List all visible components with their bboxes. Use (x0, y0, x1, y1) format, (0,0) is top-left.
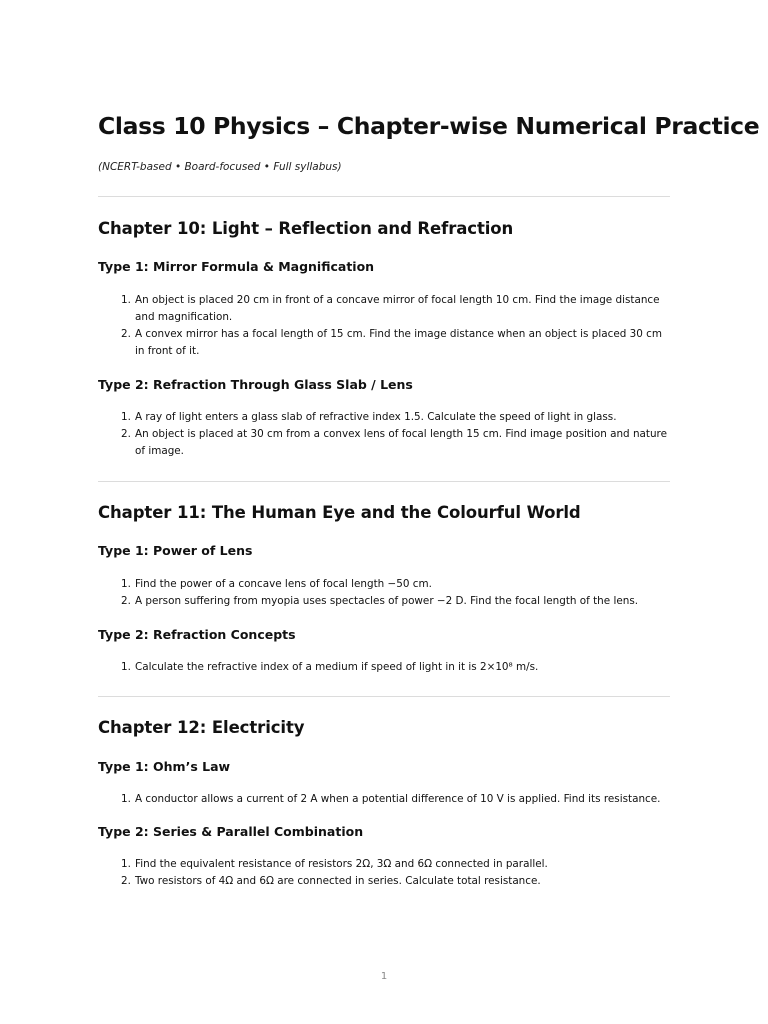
section-divider (98, 696, 670, 697)
chapter-11-heading: Chapter 11: The Human Eye and the Colourful World (98, 503, 581, 522)
question-number: 2. (121, 595, 131, 607)
question-number: 1. (121, 793, 131, 805)
type-heading: Type 2: Series & Parallel Combination (98, 824, 364, 839)
question-text: A convex mirror has a focal length of 15 cm. Find the image distance when an object is placed 30 cm in front of it. (135, 328, 662, 357)
question-number: 1. (121, 578, 131, 590)
question-number: 2. (121, 328, 131, 340)
section-divider (98, 481, 670, 482)
document-title: Class 10 Physics – Chapter-wise Numerical Practice (98, 112, 760, 140)
question-item (98, 576, 670, 593)
question-text: A person suffering from myopia uses spectacles of power −2 D. Find the focal length of the lens. (135, 595, 639, 607)
question-number: 1. (121, 858, 131, 870)
type-heading: Type 2: Refraction Concepts (98, 627, 296, 642)
question-item (98, 873, 670, 890)
question-number: 2. (121, 428, 131, 440)
chapter-10-heading: Chapter 10: Light – Reflection and Refraction (98, 219, 514, 238)
section-divider (98, 196, 670, 197)
chapter-12-heading: Chapter 12: Electricity (98, 718, 305, 737)
question-text: An object is placed at 30 cm from a convex lens of focal length 15 cm. Find image position and nature of image. (135, 428, 667, 457)
question-item (98, 409, 670, 426)
question-number: 1. (121, 294, 131, 306)
question-text: A ray of light enters a glass slab of refractive index 1.5. Calculate the speed of light in glass. (135, 411, 617, 423)
question-number: 1. (121, 411, 131, 423)
question-item (98, 659, 670, 676)
question-item (98, 856, 670, 873)
question-text: Calculate the refractive index of a medium if speed of light in it is 2×10⁸ m/s. (135, 661, 539, 673)
type-heading: Type 1: Power of Lens (98, 543, 253, 558)
page-number: 1 (380, 971, 388, 982)
question-number: 1. (121, 661, 131, 673)
question-text: An object is placed 20 cm in front of a concave mirror of focal length 10 cm. Find the image distance and magnification. (135, 294, 660, 323)
question-text: A conductor allows a current of 2 A when a potential difference of 10 V is applied. Find its resistance. (135, 793, 661, 805)
question-item (98, 593, 670, 610)
document-subtitle: (NCERT-based • Board-focused • Full syllabus) (98, 161, 342, 173)
question-list (98, 791, 670, 808)
question-text: Find the power of a concave lens of focal length −50 cm. (135, 578, 432, 590)
type-heading: Type 1: Mirror Formula & Magnification (98, 259, 375, 274)
question-item (98, 426, 670, 460)
question-list (98, 659, 670, 676)
question-text: Two resistors of 4Ω and 6Ω are connected in series. Calculate total resistance. (135, 875, 541, 887)
question-item (98, 791, 670, 808)
question-text: Find the equivalent resistance of resistors 2Ω, 3Ω and 6Ω connected in parallel. (135, 858, 548, 870)
question-list (98, 576, 670, 610)
question-item (98, 292, 670, 326)
question-list (98, 856, 670, 890)
question-item (98, 326, 670, 360)
question-list (98, 409, 670, 460)
type-heading: Type 2: Refraction Through Glass Slab / Lens (98, 377, 413, 392)
type-heading: Type 1: Ohm’s Law (98, 759, 231, 774)
question-list (98, 292, 670, 360)
question-number: 2. (121, 875, 131, 887)
